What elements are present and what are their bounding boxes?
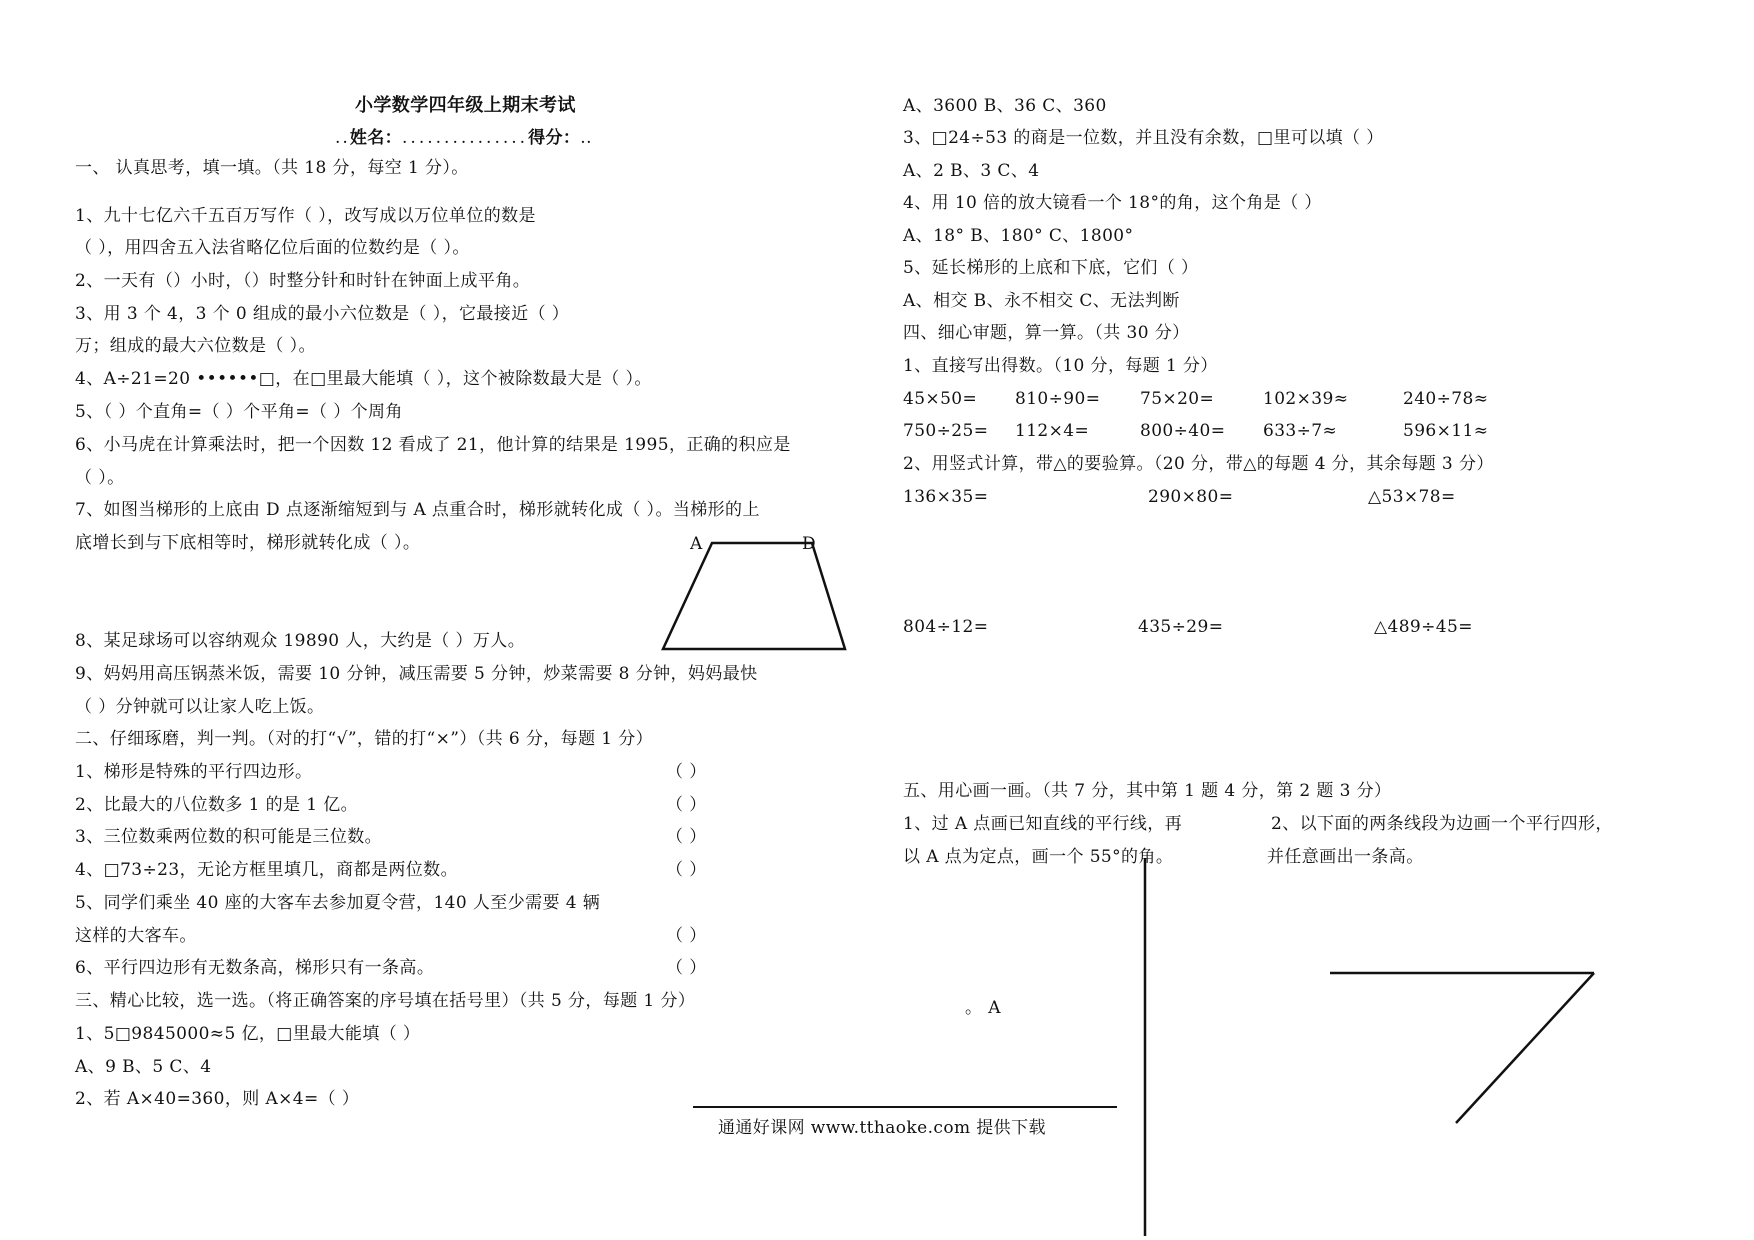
s1-q5: 5、（ ）个直角=（ ）个平角=（ ）个周角 — [75, 402, 403, 422]
page-title: 小学数学四年级上期末考试 — [355, 95, 576, 116]
trapezoid-shape — [663, 543, 845, 649]
s1-q3-line2: 万；组成的最大六位数是（ ）。 — [75, 336, 316, 356]
s2-item-5: 5、同学们乘坐 40 座的大客车去参加夏令营，140 人至少需要 4 辆 — [75, 893, 601, 913]
s3-q3: 3、□24÷53 的商是一位数，并且没有余数，□里可以填（ ） — [903, 128, 1384, 148]
s1-q3-line1: 3、用 3 个 4，3 个 0 组成的最小六位数是（ ），它最接近（ ） — [75, 304, 570, 324]
s2-item-5-cont: 这样的大客车。 — [75, 926, 197, 946]
s2-answer-paren-6: （ ） — [666, 958, 707, 978]
trapezoid-label-d: D — [802, 534, 817, 554]
trapezoid-label-a: A — [690, 534, 703, 554]
footer-divider — [693, 1106, 1117, 1108]
s3-q2: 2、若 A×40=360，则 A×4=（ ） — [75, 1089, 360, 1109]
given-line-figure — [1140, 858, 1150, 1238]
s2-answer-paren-2: （ ） — [666, 795, 707, 815]
s4-r2-c5: 596×11≈ — [1403, 421, 1489, 441]
section3-title: 三、精心比较，选一选。（将正确答案的序号填在括号里）（共 5 分，每题 1 分） — [75, 991, 696, 1011]
s4-r1-c1: 45×50= — [903, 389, 978, 409]
s4-r2-c2: 112×4= — [1015, 421, 1090, 441]
s1-q1-line2: （ ），用四舍五入法省略亿位后面的位数约是（ ）。 — [75, 238, 470, 258]
s4-r4-c3: △489÷45= — [1374, 617, 1473, 637]
s3-q1: 1、5□9845000≈5 亿，□里最大能填（ ） — [75, 1024, 421, 1044]
s1-q7-line1: 7、如图当梯形的上底由 D 点逐渐缩短到与 A 点重合时，梯形就转化成（ ）。当梯形的上 — [75, 500, 760, 520]
s2-item-4: 4、□73÷23，无论方框里填几，商都是两位数。 — [75, 860, 458, 880]
s2-item-1: 1、梯形是特殊的平行四边形。 — [75, 762, 313, 782]
s2-answer-paren-5: （ ） — [666, 926, 707, 946]
s4-r1-c4: 102×39≈ — [1263, 389, 1349, 409]
section2-title: 二、仔细琢磨，判一判。（对的打“√”，错的打“×”）（共 6 分，每题 1 分） — [75, 729, 654, 749]
s4-r1-c5: 240÷78≈ — [1403, 389, 1489, 409]
name-label-text: 姓名： — [349, 128, 403, 148]
s2-answer-paren-4: （ ） — [666, 860, 707, 880]
s1-q4: 4、A÷21=20 ••••••□，在□里最大能填（ ），这个被除数最大是（ ）。 — [75, 369, 652, 389]
s3-q3-options: A、2 B、3 C、4 — [903, 161, 1040, 181]
s4-r4-c1: 804÷12= — [903, 617, 989, 637]
s3-q2-options: A、3600 B、36 C、360 — [903, 96, 1107, 116]
s5-q1-line1: 1、过 A 点画已知直线的平行线，再 — [903, 814, 1183, 834]
s4-r3-c1: 136×35= — [903, 487, 989, 507]
point-a-label: 。 A — [965, 998, 1001, 1018]
s4-r1-c3: 75×20= — [1140, 389, 1215, 409]
score-label-text: 得分： — [528, 128, 581, 148]
s3-q5: 5、延长梯形的上底和下底，它们（ ） — [903, 258, 1199, 278]
name-label: ..姓名：...............得分：.. — [335, 128, 592, 148]
s5-q2-line1: 2、以下面的两条线段为边画一个平行四形， — [1271, 814, 1613, 834]
s2-item-6: 6、平行四边形有无数条高，梯形只有一条高。 — [75, 958, 435, 978]
s4-sub1: 1、直接写出得数。（10 分，每题 1 分） — [903, 356, 1218, 376]
s2-item-2: 2、比最大的八位数多 1 的是 1 亿。 — [75, 795, 359, 815]
s4-r2-c4: 633÷7≈ — [1263, 421, 1338, 441]
section4-title: 四、细心审题，算一算。（共 30 分） — [903, 323, 1190, 343]
trapezoid-figure — [655, 535, 855, 655]
segment-slanted — [1456, 973, 1594, 1123]
s1-q9-line2: （ ）分钟就可以让家人吃上饭。 — [75, 697, 325, 717]
s1-q6-line1: 6、小马虎在计算乘法时，把一个因数 12 看成了 21，他计算的结果是 1995，正确的积应是 — [75, 435, 791, 455]
s1-q1-line1: 1、九十七亿六千五百万写作（ ），改写成以万位单位的数是 — [75, 206, 536, 226]
s4-r2-c3: 800÷40= — [1140, 421, 1226, 441]
s5-q1-line2: 以 A 点为定点，画一个 55°的角。 — [903, 847, 1174, 867]
s3-q1-options: A、9 B、5 C、4 — [75, 1057, 212, 1077]
segments-figure — [1325, 968, 1605, 1128]
s1-q7-line2: 底增长到与下底相等时，梯形就转化成（ ）。 — [75, 533, 421, 553]
s1-q6-line2: （ ）。 — [75, 468, 125, 488]
section1-title: 一、 认真思考，填一填。（共 18 分，每空 1 分）。 — [75, 158, 469, 178]
s2-answer-paren-3: （ ） — [666, 827, 707, 847]
s4-r2-c1: 750÷25= — [903, 421, 989, 441]
s2-answer-paren-1: （ ） — [666, 762, 707, 782]
s3-q4-options: A、18° B、180° C、1800° — [903, 226, 1134, 246]
s4-r1-c2: 810÷90= — [1015, 389, 1101, 409]
s5-q2-line2: 并任意画出一条高。 — [1267, 847, 1424, 867]
s1-q8: 8、某足球场可以容纳观众 19890 人，大约是（ ）万人。 — [75, 631, 526, 651]
s4-r3-c2: 290×80= — [1148, 487, 1234, 507]
s3-q5-options: A、相交 B、永不相交 C、无法判断 — [903, 291, 1180, 311]
s4-sub2: 2、用竖式计算，带△的要验算。（20 分，带△的每题 4 分，其余每题 3 分） — [903, 454, 1494, 474]
s2-item-3: 3、三位数乘两位数的积可能是三位数。 — [75, 827, 383, 847]
s4-r3-c3: △53×78= — [1368, 487, 1456, 507]
s3-q4: 4、用 10 倍的放大镜看一个 18°的角，这个角是（ ） — [903, 193, 1322, 213]
s1-q2: 2、一天有（）小时，（）时整分针和时针在钟面上成平角。 — [75, 271, 531, 291]
s1-q9-line1: 9、妈妈用高压锅蒸米饭，需要 10 分钟，减压需要 5 分钟，炒菜需要 8 分钟，妈妈最快 — [75, 664, 758, 684]
section5-title: 五、用心画一画。（共 7 分，其中第 1 题 4 分，第 2 题 3 分） — [903, 781, 1392, 801]
s4-r4-c2: 435÷29= — [1138, 617, 1224, 637]
footer-credit: 通通好课网 www.tthaoke.com 提供下载 — [718, 1118, 1046, 1138]
